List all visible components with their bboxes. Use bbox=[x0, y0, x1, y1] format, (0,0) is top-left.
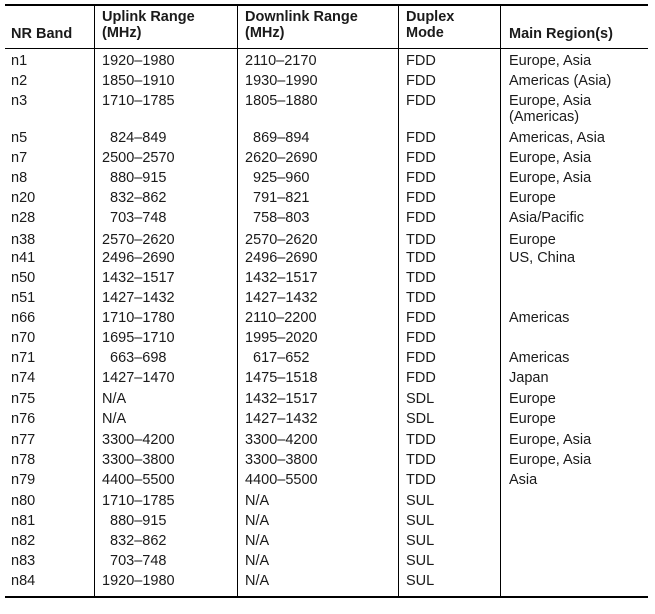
cell-band: n7 bbox=[11, 150, 28, 166]
header-downlink-range bbox=[245, 9, 358, 41]
cell-uplink: 1710–1785 bbox=[102, 493, 175, 509]
cell-downlink: N/A bbox=[245, 573, 270, 589]
cell-downlink: 1805–1880 bbox=[245, 93, 318, 109]
cell-region: Americas bbox=[509, 350, 570, 366]
header-uplink-line2: (MHz) bbox=[102, 25, 142, 41]
table-bottom-rule bbox=[5, 596, 648, 598]
cell-uplink: 1432–1517 bbox=[102, 270, 175, 286]
cell-downlink: 2620–2690 bbox=[245, 150, 318, 166]
cell-downlink: N/A bbox=[245, 513, 270, 529]
cell-duplex-mode: TDD bbox=[406, 432, 436, 448]
cell-uplink: 880–915 bbox=[110, 170, 167, 186]
cell-uplink: N/A bbox=[102, 411, 127, 427]
cell-duplex-mode: FDD bbox=[406, 170, 436, 186]
cell-uplink: 1427–1432 bbox=[102, 290, 175, 306]
cell-uplink: 1850–1910 bbox=[102, 73, 175, 89]
cell-duplex-mode: TDD bbox=[406, 250, 436, 266]
cell-duplex-mode: FDD bbox=[406, 53, 436, 69]
cell-downlink: 791–821 bbox=[253, 190, 310, 206]
cell-downlink: 3300–3800 bbox=[245, 452, 318, 468]
cell-region: Asia/Pacific bbox=[509, 210, 584, 226]
cell-region: Asia bbox=[509, 472, 538, 488]
cell-duplex-mode: FDD bbox=[406, 330, 436, 346]
cell-duplex-mode: FDD bbox=[406, 310, 436, 326]
cell-region: Europe bbox=[509, 411, 556, 427]
cell-band: n83 bbox=[11, 553, 36, 569]
cell-duplex-mode: SUL bbox=[406, 513, 435, 529]
cell-duplex-mode: FDD bbox=[406, 370, 436, 386]
cell-downlink: 925–960 bbox=[253, 170, 310, 186]
cell-band: n70 bbox=[11, 330, 36, 346]
cell-duplex-mode: FDD bbox=[406, 150, 436, 166]
cell-duplex-mode: SUL bbox=[406, 573, 435, 589]
cell-region-continued: (Americas) bbox=[509, 109, 580, 125]
column-rule bbox=[398, 4, 399, 598]
cell-uplink: 2570–2620 bbox=[102, 232, 175, 248]
cell-uplink: 1427–1470 bbox=[102, 370, 175, 386]
cell-band: n71 bbox=[11, 350, 36, 366]
cell-band: n41 bbox=[11, 250, 36, 266]
cell-downlink: 1995–2020 bbox=[245, 330, 318, 346]
cell-band: n8 bbox=[11, 170, 28, 186]
cell-uplink: 824–849 bbox=[110, 130, 167, 146]
cell-downlink: 4400–5500 bbox=[245, 472, 318, 488]
cell-uplink: 832–862 bbox=[110, 533, 167, 549]
cell-band: n38 bbox=[11, 232, 36, 248]
cell-band: n81 bbox=[11, 513, 36, 529]
cell-uplink: 1920–1980 bbox=[102, 53, 175, 69]
cell-region: Europe, Asia bbox=[509, 93, 592, 109]
header-uplink-range bbox=[102, 9, 195, 41]
cell-duplex-mode: FDD bbox=[406, 210, 436, 226]
cell-uplink: 2496–2690 bbox=[102, 250, 175, 266]
cell-downlink: 2110–2170 bbox=[245, 53, 317, 69]
header-duplex-line1: Duplex bbox=[406, 9, 455, 25]
cell-band: n84 bbox=[11, 573, 36, 589]
cell-band: n75 bbox=[11, 391, 36, 407]
header-main-regions: Main Region(s) bbox=[509, 26, 613, 42]
cell-band: n5 bbox=[11, 130, 28, 146]
header-nr-band: NR Band bbox=[11, 26, 73, 42]
cell-region: Europe bbox=[509, 232, 556, 248]
cell-duplex-mode: FDD bbox=[406, 93, 436, 109]
cell-duplex-mode: SDL bbox=[406, 411, 435, 427]
cell-downlink: 1432–1517 bbox=[245, 391, 318, 407]
cell-duplex-mode: FDD bbox=[406, 73, 436, 89]
cell-downlink: 1427–1432 bbox=[245, 411, 318, 427]
cell-downlink: N/A bbox=[245, 493, 270, 509]
cell-band: n66 bbox=[11, 310, 36, 326]
cell-downlink: N/A bbox=[245, 533, 270, 549]
column-rule bbox=[237, 4, 238, 598]
cell-region: Europe, Asia bbox=[509, 53, 592, 69]
cell-downlink: 3300–4200 bbox=[245, 432, 318, 448]
cell-region: Americas (Asia) bbox=[509, 73, 612, 89]
cell-downlink: 2496–2690 bbox=[245, 250, 318, 266]
table-header-rule bbox=[5, 48, 648, 49]
cell-duplex-mode: SUL bbox=[406, 533, 435, 549]
cell-band: n1 bbox=[11, 53, 28, 69]
cell-uplink: 832–862 bbox=[110, 190, 167, 206]
cell-band: n3 bbox=[11, 93, 28, 109]
cell-uplink: 663–698 bbox=[110, 350, 167, 366]
cell-duplex-mode: FDD bbox=[406, 190, 436, 206]
column-rule bbox=[94, 4, 95, 598]
table-top-rule bbox=[5, 4, 648, 6]
cell-duplex-mode: TDD bbox=[406, 270, 436, 286]
cell-downlink: 1930–1990 bbox=[245, 73, 318, 89]
cell-uplink: 1920–1980 bbox=[102, 573, 175, 589]
cell-band: n78 bbox=[11, 452, 36, 468]
cell-uplink: 880–915 bbox=[110, 513, 167, 529]
cell-region: Europe bbox=[509, 190, 556, 206]
cell-uplink: N/A bbox=[102, 391, 127, 407]
cell-band: n76 bbox=[11, 411, 36, 427]
cell-downlink: N/A bbox=[245, 553, 270, 569]
cell-band: n77 bbox=[11, 432, 36, 448]
cell-region: Europe, Asia bbox=[509, 432, 592, 448]
header-downlink-line1: Downlink Range bbox=[245, 9, 358, 25]
column-rule bbox=[500, 4, 501, 598]
cell-band: n82 bbox=[11, 533, 36, 549]
header-uplink-line1: Uplink Range bbox=[102, 9, 195, 25]
header-duplex-mode bbox=[406, 9, 454, 41]
cell-region: Europe, Asia bbox=[509, 170, 592, 186]
cell-band: n2 bbox=[11, 73, 28, 89]
cell-uplink: 4400–5500 bbox=[102, 472, 175, 488]
cell-uplink: 2500–2570 bbox=[102, 150, 175, 166]
cell-duplex-mode: TDD bbox=[406, 452, 436, 468]
cell-band: n51 bbox=[11, 290, 36, 306]
cell-band: n74 bbox=[11, 370, 36, 386]
cell-duplex-mode: SUL bbox=[406, 553, 435, 569]
cell-region: Europe, Asia bbox=[509, 452, 592, 468]
cell-downlink: 1475–1518 bbox=[245, 370, 318, 386]
cell-downlink: 1432–1517 bbox=[245, 270, 318, 286]
cell-uplink: 1695–1710 bbox=[102, 330, 175, 346]
cell-region: Americas, Asia bbox=[509, 130, 605, 146]
cell-duplex-mode: SUL bbox=[406, 493, 435, 509]
cell-region: Europe bbox=[509, 391, 556, 407]
cell-uplink: 1710–1780 bbox=[102, 310, 175, 326]
cell-duplex-mode: TDD bbox=[406, 290, 436, 306]
header-downlink-line2: (MHz) bbox=[245, 25, 285, 41]
cell-uplink: 3300–3800 bbox=[102, 452, 175, 468]
cell-region: Americas bbox=[509, 310, 570, 326]
cell-uplink: 703–748 bbox=[110, 553, 167, 569]
cell-duplex-mode: FDD bbox=[406, 350, 436, 366]
cell-band: n50 bbox=[11, 270, 36, 286]
header-duplex-line2: Mode bbox=[406, 25, 444, 41]
cell-band: n79 bbox=[11, 472, 36, 488]
cell-duplex-mode: SDL bbox=[406, 391, 435, 407]
cell-duplex-mode: FDD bbox=[406, 130, 436, 146]
cell-region: US, China bbox=[509, 250, 576, 266]
cell-downlink: 869–894 bbox=[253, 130, 310, 146]
cell-downlink: 2570–2620 bbox=[245, 232, 318, 248]
cell-band: n28 bbox=[11, 210, 36, 226]
cell-duplex-mode: TDD bbox=[406, 232, 436, 248]
cell-uplink: 3300–4200 bbox=[102, 432, 175, 448]
cell-downlink: 1427–1432 bbox=[245, 290, 318, 306]
cell-downlink: 2110–2200 bbox=[245, 310, 317, 326]
cell-uplink: 703–748 bbox=[110, 210, 167, 226]
cell-band: n80 bbox=[11, 493, 36, 509]
cell-region: Europe, Asia bbox=[509, 150, 592, 166]
cell-band: n20 bbox=[11, 190, 36, 206]
cell-downlink: 758–803 bbox=[253, 210, 310, 226]
cell-uplink: 1710–1785 bbox=[102, 93, 175, 109]
cell-duplex-mode: TDD bbox=[406, 472, 436, 488]
cell-region: Japan bbox=[509, 370, 549, 386]
cell-downlink: 617–652 bbox=[253, 350, 310, 366]
